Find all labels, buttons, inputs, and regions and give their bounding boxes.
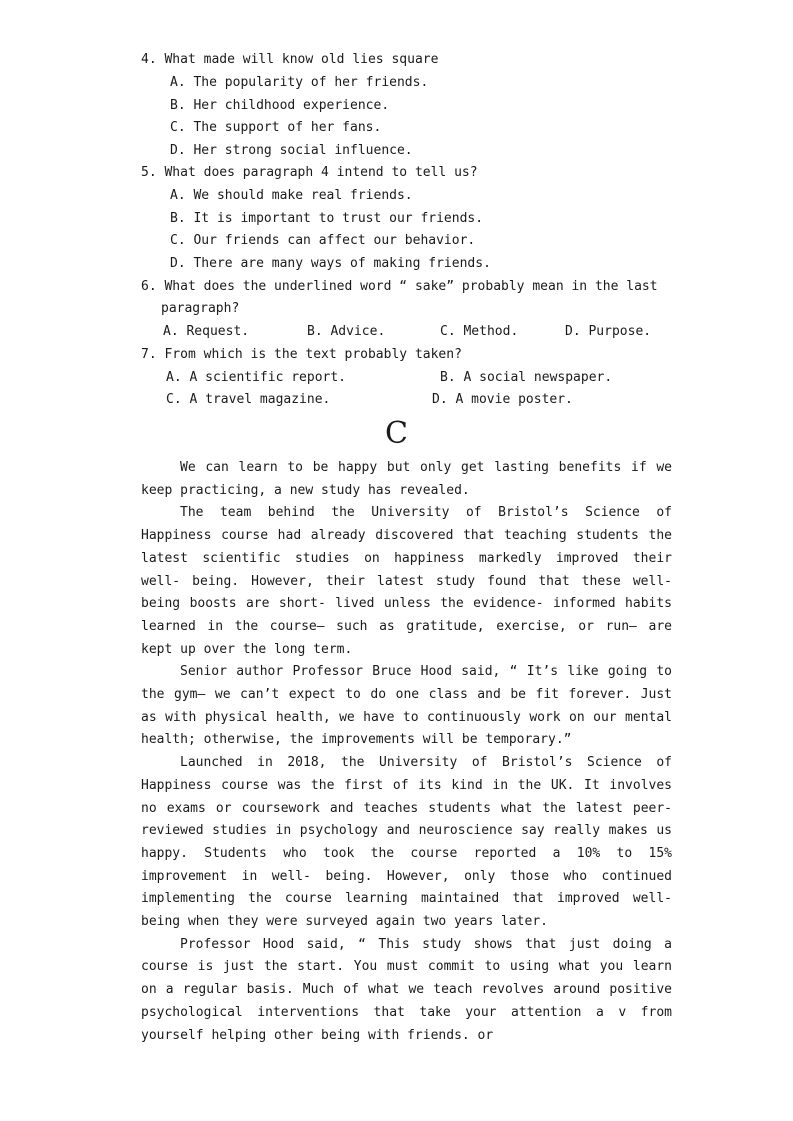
question-number: 7. — [141, 347, 157, 362]
question-number: 5. — [141, 165, 157, 180]
question-5-option-d[interactable]: D. There are many ways of making friends. — [170, 256, 491, 271]
question-5-option-a[interactable]: A. We should make real friends. — [170, 188, 413, 203]
question-number: 6. — [141, 279, 157, 294]
question-text: What does the underlined word “ sake” probably mean in the last — [164, 279, 658, 294]
question-7-stem — [141, 345, 462, 365]
question-6-option-b[interactable]: B. Advice. — [307, 324, 386, 339]
question-4-option-c[interactable]: C. The support of her fans. — [170, 120, 382, 135]
question-7-option-a[interactable]: A. A scientific report. — [166, 370, 347, 385]
question-number: 4. — [141, 52, 157, 67]
question-5-stem — [141, 163, 478, 183]
passage-paragraph-3: Senior author Professor Bruce Hood said, “ It’s like going to the gym— we can’t expect to do one class and be fit forever. Just as with physical health, we have to continuously work on our mental health; otherwise, the improvements will be temporary.” — [141, 664, 672, 748]
question-6-option-c[interactable]: C. Method. — [440, 324, 519, 339]
question-4-stem — [141, 50, 438, 70]
passage-paragraph-1: We can learn to be happy but only get lasting benefits if we keep practicing, a new study has revealed. — [141, 460, 672, 498]
question-7-option-c[interactable]: C. A travel magazine. — [166, 392, 331, 407]
question-5-option-c[interactable]: C. Our friends can affect our behavior. — [170, 233, 476, 248]
question-6-option-d[interactable]: D. Purpose. — [565, 324, 652, 339]
section-title: C — [385, 416, 408, 451]
question-text: From which is the text probably taken? — [164, 347, 462, 362]
question-text: What made will know old lies square — [164, 52, 439, 67]
question-7-option-b[interactable]: B. A social newspaper. — [440, 370, 613, 385]
passage-paragraph-5: Professor Hood said, “ This study shows that just doing a course is just the start. You must commit to using what you learn on a regular basis. Much of what we teach revolves around positive psychological interventions that take your attention a v from yourself helping other being with friends. or — [141, 936, 672, 1043]
question-6-stem-continued: paragraph? — [161, 301, 240, 316]
question-5-option-b[interactable]: B. It is important to trust our friends. — [170, 211, 484, 226]
question-6-option-a[interactable]: A. Request. — [163, 324, 250, 339]
question-4-option-a[interactable]: A. The popularity of her friends. — [170, 75, 429, 90]
question-6-stem — [141, 277, 658, 297]
reading-passage — [141, 457, 672, 1047]
passage-paragraph-2: The team behind the University of Bristol’s Science of Happiness course had already discovered that teaching students the latest scientific studies on happiness markedly improved their well- being. However, their latest study found that these well- being boosts are short- lived unless the evidence- informed habits learned in the course— such as gratitude, exercise, or run— are kept up over the long term. — [141, 505, 672, 657]
question-4-option-b[interactable]: B. Her childhood experience. — [170, 98, 390, 113]
question-text: What does paragraph 4 intend to tell us? — [164, 165, 478, 180]
passage-paragraph-4: Launched in 2018, the University of Bristol’s Science of Happiness course was the first of its kind in the UK. It involves no exams or coursework and teaches students what the latest peer- reviewed studies in psychology and neuroscience say really makes us happy. Students who took the course reported a 10% to 15% improvement in well- being. However, only those who continued implementing the course learning maintained that improved well- being when they were surveyed again two years later. — [141, 755, 672, 930]
question-4-option-d[interactable]: D. Her strong social influence. — [170, 143, 413, 158]
question-7-option-d[interactable]: D. A movie poster. — [432, 392, 573, 407]
